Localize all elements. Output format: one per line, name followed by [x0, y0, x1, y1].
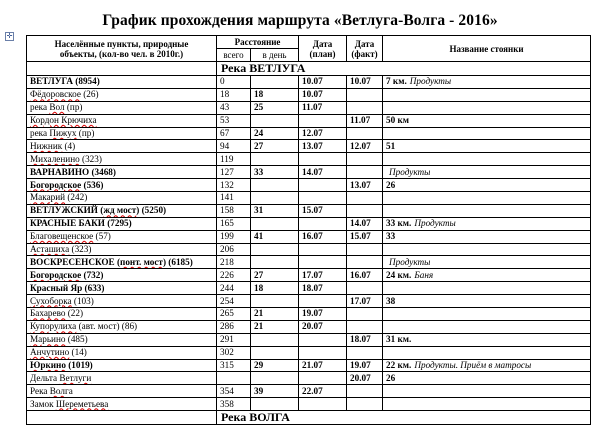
table-row — [27, 204, 591, 217]
place-label: Богородское (536) — [30, 179, 104, 190]
stop-name-cell — [383, 346, 591, 359]
distance-day-cell — [251, 372, 299, 385]
distance-day-cell — [251, 192, 299, 205]
place-cell — [27, 114, 217, 127]
stop-name-cell — [383, 153, 591, 166]
table-row — [27, 269, 591, 282]
place-label: Купорулиха (авт. мост) (86) — [30, 321, 138, 332]
place-label: Богородское (732) — [30, 269, 104, 280]
distance-total-cell: 199 — [217, 230, 251, 243]
date-fact-cell — [347, 385, 383, 398]
place-label: ВОСКРЕСЕНСКОЕ (понт. мост) (6185) — [30, 256, 193, 267]
table-row — [27, 192, 591, 205]
table-row — [27, 385, 591, 398]
table-row — [27, 101, 591, 114]
distance-day-cell: 27 — [251, 269, 299, 282]
date-plan-cell: 14.07 — [299, 166, 347, 179]
distance-total-cell — [217, 372, 251, 385]
date-fact-cell — [347, 398, 383, 411]
header-date-fact-line1: Дата — [354, 38, 375, 49]
header-dist-day: в день — [251, 49, 299, 62]
date-fact-cell — [347, 153, 383, 166]
date-plan-cell: 12.07 — [299, 127, 347, 140]
table-row — [27, 359, 591, 372]
place-cell — [27, 127, 217, 140]
table-row — [27, 76, 591, 89]
distance-day-cell — [251, 179, 299, 192]
place-cell — [27, 153, 217, 166]
stop-name-cell — [383, 398, 591, 411]
date-plan-cell — [299, 114, 347, 127]
river-volga-label: Река ВОЛГА — [217, 411, 591, 425]
distance-day-cell: 31 — [251, 204, 299, 217]
stop-name-cell — [383, 243, 591, 256]
date-plan-cell: 17.07 — [299, 269, 347, 282]
place-label: ВАРНАВИНО (3468) — [30, 166, 116, 177]
date-fact-cell: 13.07 — [347, 179, 383, 192]
header-date-plan — [299, 36, 347, 62]
place-label: Макарий (242) — [30, 192, 88, 203]
stop-distance: 38 — [386, 295, 396, 306]
date-fact-cell — [347, 256, 383, 269]
date-fact-cell — [347, 282, 383, 295]
stop-name-cell — [383, 320, 591, 333]
date-fact-cell: 17.07 — [347, 295, 383, 308]
distance-total-cell: 244 — [217, 282, 251, 295]
date-fact-cell: 18.07 — [347, 333, 383, 346]
stop-name-cell — [383, 140, 591, 153]
place-label: Река Волга — [30, 385, 73, 396]
stop-note: Продукты — [389, 166, 431, 177]
distance-day-cell: 24 — [251, 127, 299, 140]
stop-name-cell — [383, 101, 591, 114]
table-row — [27, 333, 591, 346]
stop-name-cell — [383, 333, 591, 346]
date-plan-cell — [299, 346, 347, 359]
distance-total-cell: 18 — [217, 88, 251, 101]
stop-distance: 33 — [386, 231, 396, 242]
distance-day-cell — [251, 398, 299, 411]
date-plan-cell: 11.07 — [299, 101, 347, 114]
distance-total-cell: 43 — [217, 101, 251, 114]
header-date-fact — [347, 36, 383, 62]
stop-note: Продукты. Приём в матросы — [414, 360, 532, 371]
stop-name-cell — [383, 114, 591, 127]
stop-distance: 22 км. — [386, 360, 412, 371]
place-label: Благовещенское (57) — [30, 231, 111, 242]
distance-day-cell: 27 — [251, 140, 299, 153]
date-fact-cell: 19.07 — [347, 359, 383, 372]
stop-name-cell — [383, 230, 591, 243]
place-label: ВЕТЛУЖСКИЙ (жд мост) (5250) — [30, 205, 167, 216]
date-plan-cell: 20.07 — [299, 320, 347, 333]
stop-note: Продукты — [409, 76, 452, 87]
date-plan-cell — [299, 333, 347, 346]
stop-distance: 51 — [386, 140, 396, 151]
place-cell — [27, 295, 217, 308]
stop-name-cell — [383, 308, 591, 321]
place-cell — [27, 269, 217, 282]
header-place — [27, 36, 217, 62]
stop-name-cell — [383, 295, 591, 308]
place-label: Асташиха (323) — [30, 244, 92, 255]
river-row — [27, 62, 591, 76]
distance-total-cell: 53 — [217, 114, 251, 127]
date-plan-cell: 22.07 — [299, 385, 347, 398]
date-plan-cell — [299, 179, 347, 192]
place-cell — [27, 243, 217, 256]
place-label: Юркино (1019) — [30, 360, 93, 371]
place-label: Нижник (4) — [30, 140, 76, 151]
distance-total-cell: 315 — [217, 359, 251, 372]
header-row-1 — [27, 36, 591, 49]
table-row — [27, 114, 591, 127]
river-ветлуга-cell — [27, 62, 217, 76]
place-cell — [27, 282, 217, 295]
place-cell — [27, 179, 217, 192]
river-row — [27, 411, 591, 425]
distance-total-cell: 291 — [217, 333, 251, 346]
place-cell — [27, 192, 217, 205]
table-row — [27, 179, 591, 192]
distance-total-cell: 206 — [217, 243, 251, 256]
distance-day-cell — [251, 76, 299, 89]
table-row — [27, 166, 591, 179]
header-stop-name: Название стоянки — [383, 36, 591, 62]
date-plan-cell — [299, 243, 347, 256]
distance-total-cell: 127 — [217, 166, 251, 179]
stop-distance: 31 км. — [386, 334, 412, 345]
header-date-fact-line2: (факт) — [351, 48, 378, 59]
place-label: Дельта Ветлуги — [30, 372, 92, 383]
distance-total-cell: 302 — [217, 346, 251, 359]
page-title: График прохождения маршрута «Ветлуга-Волга - 2016» — [102, 12, 498, 29]
date-fact-cell — [347, 243, 383, 256]
header-dist-total: всего — [217, 49, 251, 62]
distance-day-cell — [251, 295, 299, 308]
route-table — [26, 35, 591, 425]
date-plan-cell: 19.07 — [299, 308, 347, 321]
date-fact-cell — [347, 192, 383, 205]
date-fact-cell — [347, 166, 383, 179]
distance-day-cell — [251, 217, 299, 230]
distance-total-cell: 254 — [217, 295, 251, 308]
date-plan-cell — [299, 372, 347, 385]
stop-distance: 26 — [386, 372, 396, 383]
place-cell — [27, 230, 217, 243]
date-fact-cell — [347, 346, 383, 359]
table-row — [27, 243, 591, 256]
distance-day-cell — [251, 243, 299, 256]
place-label: ВЕТЛУГА (8954) — [30, 76, 100, 87]
header-distance: Расстояние — [217, 36, 299, 49]
date-fact-cell: 11.07 — [347, 114, 383, 127]
place-label: Фёдоровское (26) — [30, 89, 99, 100]
distance-total-cell: 132 — [217, 179, 251, 192]
table-row — [27, 346, 591, 359]
place-cell — [27, 359, 217, 372]
header-date-plan-line2: (план) — [309, 48, 336, 59]
date-plan-cell: 13.07 — [299, 140, 347, 153]
stop-name-cell — [383, 269, 591, 282]
place-label: Кордон Крючиха — [30, 115, 97, 126]
place-label: Анчутино (14) — [30, 347, 87, 358]
distance-total-cell: 165 — [217, 217, 251, 230]
date-plan-cell — [299, 153, 347, 166]
place-cell — [27, 256, 217, 269]
distance-day-cell: 33 — [251, 166, 299, 179]
distance-day-cell — [251, 333, 299, 346]
date-fact-cell — [347, 320, 383, 333]
distance-total-cell: 358 — [217, 398, 251, 411]
table-row — [27, 153, 591, 166]
table-row — [27, 140, 591, 153]
distance-day-cell — [251, 346, 299, 359]
distance-total-cell: 226 — [217, 269, 251, 282]
date-fact-cell — [347, 204, 383, 217]
date-plan-cell: 21.07 — [299, 359, 347, 372]
table-row — [27, 230, 591, 243]
header-place-line1: Населённые пункты, природные — [54, 38, 189, 49]
table-row — [27, 308, 591, 321]
place-label: Сухоборка (103) — [30, 295, 94, 306]
header-date-plan-line1: Дата — [312, 38, 333, 49]
table-row — [27, 217, 591, 230]
date-plan-cell — [299, 398, 347, 411]
place-cell — [27, 140, 217, 153]
distance-total-cell: 67 — [217, 127, 251, 140]
date-fact-cell — [347, 101, 383, 114]
header-place-line2: объекты, (кол-во чел. в 2010г.) — [59, 48, 184, 59]
place-cell — [27, 320, 217, 333]
stop-note: Продукты — [389, 256, 431, 267]
table-row — [27, 398, 591, 411]
date-plan-cell — [299, 295, 347, 308]
stop-name-cell — [383, 359, 591, 372]
date-plan-cell — [299, 192, 347, 205]
table-row — [27, 256, 591, 269]
river-volga-cell — [27, 411, 217, 425]
place-cell — [27, 398, 217, 411]
date-plan-cell — [299, 217, 347, 230]
place-cell — [27, 346, 217, 359]
distance-day-cell: 25 — [251, 101, 299, 114]
date-plan-cell: 16.07 — [299, 230, 347, 243]
date-plan-cell: 15.07 — [299, 204, 347, 217]
place-label: Бахарево (22) — [30, 308, 84, 319]
stop-note: Баня — [414, 269, 434, 280]
place-cell — [27, 166, 217, 179]
date-fact-cell — [347, 308, 383, 321]
distance-day-cell — [251, 153, 299, 166]
place-cell — [27, 101, 217, 114]
place-label: река Вол (пр) — [30, 102, 83, 113]
place-label: Михаленино (323) — [30, 153, 102, 164]
table-row — [27, 295, 591, 308]
date-fact-cell: 12.07 — [347, 140, 383, 153]
date-fact-cell: 10.07 — [347, 76, 383, 89]
table-row — [27, 320, 591, 333]
distance-total-cell: 218 — [217, 256, 251, 269]
stop-name-cell — [383, 166, 591, 179]
place-cell — [27, 217, 217, 230]
stop-distance: 7 км. — [386, 76, 407, 87]
distance-total-cell: 286 — [217, 320, 251, 333]
stop-note: Продукты — [414, 218, 456, 229]
distance-total-cell: 158 — [217, 204, 251, 217]
river-ветлуга-label: Река ВЕТЛУГА — [217, 62, 591, 76]
table-row — [27, 372, 591, 385]
distance-day-cell: 18 — [251, 88, 299, 101]
stop-name-cell — [383, 88, 591, 101]
table-row — [27, 282, 591, 295]
distance-total-cell: 141 — [217, 192, 251, 205]
place-label: Замок Шереметьева — [30, 398, 109, 409]
stop-name-cell — [383, 217, 591, 230]
stop-name-cell — [383, 76, 591, 89]
stop-name-cell — [383, 282, 591, 295]
place-cell — [27, 204, 217, 217]
stop-distance: 50 км — [386, 115, 410, 126]
stop-name-cell — [383, 372, 591, 385]
distance-total-cell: 94 — [217, 140, 251, 153]
date-fact-cell: 14.07 — [347, 217, 383, 230]
distance-day-cell: 29 — [251, 359, 299, 372]
stop-name-cell — [383, 192, 591, 205]
date-plan-cell: 18.07 — [299, 282, 347, 295]
date-fact-cell: 20.07 — [347, 372, 383, 385]
date-fact-cell: 16.07 — [347, 269, 383, 282]
table-row — [27, 127, 591, 140]
distance-day-cell — [251, 256, 299, 269]
stop-distance: 24 км. — [386, 269, 412, 280]
table-row — [27, 88, 591, 101]
stop-name-cell — [383, 179, 591, 192]
place-cell — [27, 372, 217, 385]
date-fact-cell — [347, 127, 383, 140]
distance-day-cell: 21 — [251, 308, 299, 321]
stop-name-cell — [383, 127, 591, 140]
distance-day-cell — [251, 114, 299, 127]
place-cell — [27, 88, 217, 101]
date-fact-cell — [347, 88, 383, 101]
stop-distance: 26 — [386, 179, 396, 190]
place-cell — [27, 308, 217, 321]
distance-total-cell: 265 — [217, 308, 251, 321]
place-cell — [27, 333, 217, 346]
stop-distance: 33 км. — [386, 218, 412, 229]
stop-name-cell — [383, 385, 591, 398]
distance-day-cell: 18 — [251, 282, 299, 295]
place-label: Марьино (485) — [30, 334, 88, 345]
place-cell — [27, 385, 217, 398]
stop-name-cell — [383, 256, 591, 269]
distance-total-cell: 354 — [217, 385, 251, 398]
place-label: КРАСНЫЕ БАКИ (7295) — [30, 218, 132, 229]
place-label: река Пижух (пр) — [30, 128, 95, 138]
date-plan-cell: 10.07 — [299, 76, 347, 89]
move-handle-icon[interactable]: ✛ — [6, 32, 13, 40]
distance-total-cell: 0 — [217, 76, 251, 89]
place-label: Красный Яр (633) — [30, 282, 105, 293]
date-fact-cell: 15.07 — [347, 230, 383, 243]
date-plan-cell — [299, 256, 347, 269]
date-plan-cell: 10.07 — [299, 88, 347, 101]
distance-day-cell: 21 — [251, 320, 299, 333]
place-cell — [27, 76, 217, 89]
distance-day-cell: 39 — [251, 385, 299, 398]
distance-day-cell: 41 — [251, 230, 299, 243]
stop-name-cell — [383, 204, 591, 217]
distance-total-cell: 119 — [217, 153, 251, 166]
